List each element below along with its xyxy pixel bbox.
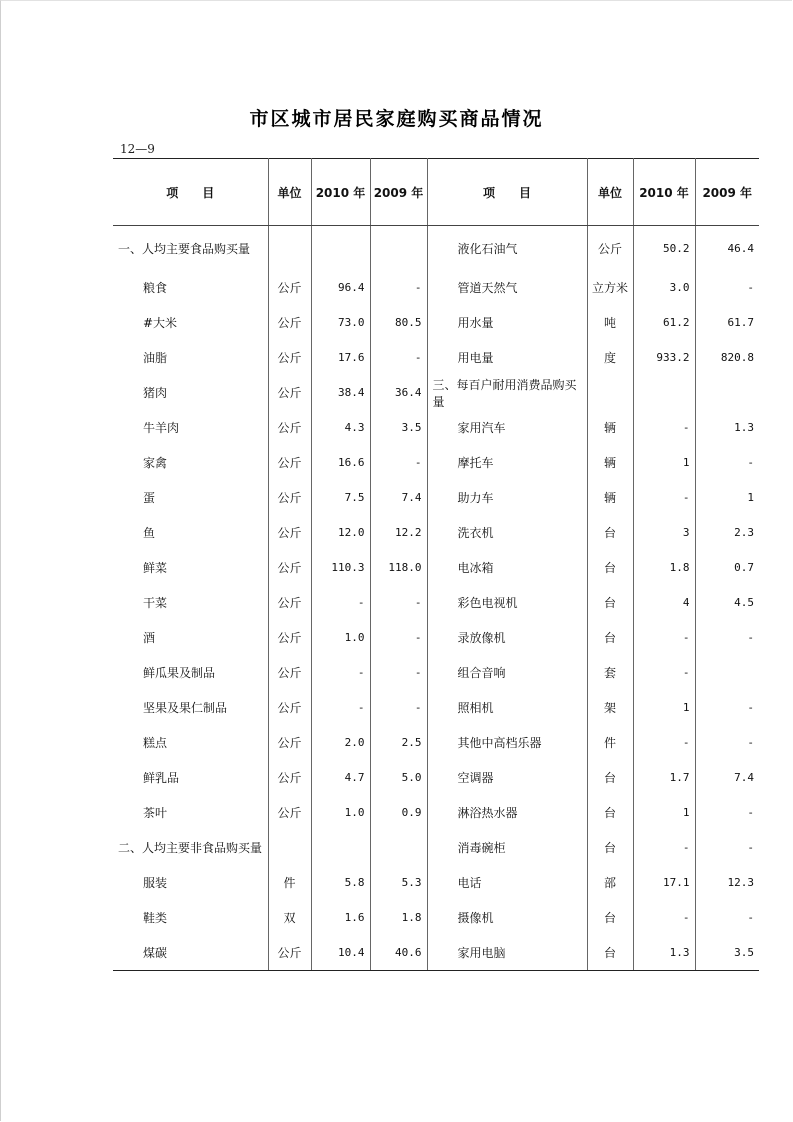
header-2009-right: 2009 年 (695, 159, 759, 226)
item-unit: 公斤 (268, 935, 311, 971)
item-unit-right: 辆 (587, 480, 633, 515)
item-unit: 公斤 (268, 375, 311, 410)
table-row (113, 690, 759, 725)
value-2009-right: 2.3 (734, 526, 754, 539)
value-2010: - (311, 655, 370, 690)
value-2009: 80.5 (370, 305, 427, 340)
item-unit-right: 台 (587, 620, 633, 655)
value-2010: 5.8 (311, 865, 370, 900)
value-2009: 0.9 (370, 795, 427, 830)
value-2009-right: 61.7 (727, 316, 754, 329)
value-2009-right: - (747, 736, 754, 749)
table-row (113, 515, 759, 550)
item-unit: 公斤 (268, 305, 311, 340)
item-unit-right (587, 375, 633, 410)
item-name: 猪肉 (113, 375, 268, 410)
item-name-right: 组合音响 (427, 655, 587, 690)
value-2009: 5.3 (370, 865, 427, 900)
item-unit: 公斤 (268, 515, 311, 550)
value-2009-right: - (747, 806, 754, 819)
item-name: 鲜菜 (113, 550, 268, 585)
item-name-right: 摄像机 (427, 900, 587, 935)
item-unit-right: 台 (587, 795, 633, 830)
header-item-right: 项 目 (427, 159, 587, 226)
value-2010-right: - (633, 620, 695, 655)
header-2010-right: 2010 年 (633, 159, 695, 226)
value-2010-right: 1 (633, 795, 695, 830)
value-2009-right: 1 (747, 491, 754, 504)
value-2009: 2.5 (370, 725, 427, 760)
value-2009: 40.6 (370, 935, 427, 971)
value-2009: 118.0 (370, 550, 427, 585)
item-unit (268, 830, 311, 865)
item-name: 糕点 (113, 725, 268, 760)
value-2009-right: 0.7 (734, 561, 754, 574)
item-name-right: 家用汽车 (427, 410, 587, 445)
value-2009: - (370, 270, 427, 305)
item-name: 干菜 (113, 585, 268, 620)
item-name: 坚果及果仁制品 (113, 690, 268, 725)
value-2009-right (695, 655, 759, 690)
value-2010: 38.4 (311, 375, 370, 410)
item-name: 鲜瓜果及制品 (113, 655, 268, 690)
item-name: 一、人均主要食品购买量 (113, 226, 268, 271)
value-2010-right: - (633, 410, 695, 445)
value-2010 (311, 830, 370, 865)
item-unit-right: 公斤 (587, 226, 633, 271)
item-unit: 件 (268, 865, 311, 900)
item-name-right: 电冰箱 (427, 550, 587, 585)
item-unit-right: 台 (587, 935, 633, 971)
value-2010: 17.6 (311, 340, 370, 375)
value-2009: - (370, 445, 427, 480)
item-unit: 公斤 (268, 725, 311, 760)
value-2009: 12.2 (370, 515, 427, 550)
value-2009-right: 7.4 (734, 771, 754, 784)
table-row (113, 410, 759, 445)
item-unit: 公斤 (268, 585, 311, 620)
item-name: 服装 (113, 865, 268, 900)
item-unit (268, 226, 311, 271)
value-2010: 110.3 (311, 550, 370, 585)
value-2009: 36.4 (370, 375, 427, 410)
header-item: 项 目 (113, 159, 268, 226)
value-2009 (370, 830, 427, 865)
value-2010-right: 1.3 (633, 935, 695, 971)
value-2010-right: 4 (633, 585, 695, 620)
item-name-right: 用水量 (427, 305, 587, 340)
item-name: 蛋 (113, 480, 268, 515)
value-2010: - (311, 690, 370, 725)
item-name: 茶叶 (113, 795, 268, 830)
item-name-right: 彩色电视机 (427, 585, 587, 620)
item-unit: 公斤 (268, 690, 311, 725)
item-name-right: 用电量 (427, 340, 587, 375)
value-2010-right: 1.8 (633, 550, 695, 585)
item-name-right: 液化石油气 (427, 226, 587, 271)
item-unit: 双 (268, 900, 311, 935)
item-unit-right: 件 (587, 725, 633, 760)
value-2010-right: 1 (633, 690, 695, 725)
item-unit: 公斤 (268, 445, 311, 480)
value-2009-right: - (747, 701, 754, 714)
value-2010-right: - (633, 655, 695, 690)
value-2010: 1.0 (311, 620, 370, 655)
statistics-table (113, 158, 759, 971)
table-header-row (113, 159, 759, 226)
item-name-right: 摩托车 (427, 445, 587, 480)
table-row (113, 760, 759, 795)
value-2010: 4.7 (311, 760, 370, 795)
value-2010-right: 1 (633, 445, 695, 480)
value-2009: 1.8 (370, 900, 427, 935)
value-2009-right: 4.5 (734, 596, 754, 609)
table-row (113, 900, 759, 935)
item-unit-right: 台 (587, 760, 633, 795)
header-2010: 2010 年 (311, 159, 370, 226)
item-name: 家禽 (113, 445, 268, 480)
item-name-right: 淋浴热水器 (427, 795, 587, 830)
item-name: 酒 (113, 620, 268, 655)
value-2010-right: - (633, 900, 695, 935)
table-row (113, 865, 759, 900)
item-unit-right: 辆 (587, 410, 633, 445)
value-2009-right: - (747, 911, 754, 924)
item-name: #大米 (113, 305, 268, 340)
item-name-right: 洗衣机 (427, 515, 587, 550)
value-2010-right: 17.1 (633, 865, 695, 900)
item-name-right: 助力车 (427, 480, 587, 515)
item-name: 二、人均主要非食品购买量 (113, 830, 268, 865)
item-name-right: 其他中高档乐器 (427, 725, 587, 760)
table-row (113, 375, 759, 410)
header-2009: 2009 年 (370, 159, 427, 226)
item-name-right: 录放像机 (427, 620, 587, 655)
table-row (113, 305, 759, 340)
table-row (113, 620, 759, 655)
item-name-right: 三、每百户耐用消费品购买量 (427, 375, 587, 410)
value-2010: 4.3 (311, 410, 370, 445)
item-unit-right: 台 (587, 550, 633, 585)
value-2010: 10.4 (311, 935, 370, 971)
item-unit: 公斤 (268, 620, 311, 655)
value-2010-right: 1.7 (633, 760, 695, 795)
table-row (113, 226, 759, 271)
value-2009: - (370, 690, 427, 725)
table-row (113, 830, 759, 865)
item-unit-right: 辆 (587, 445, 633, 480)
item-name: 鱼 (113, 515, 268, 550)
item-unit: 公斤 (268, 760, 311, 795)
item-unit-right: 度 (587, 340, 633, 375)
item-unit: 公斤 (268, 655, 311, 690)
item-name-right: 空调器 (427, 760, 587, 795)
value-2009-right (695, 375, 759, 410)
table-row (113, 655, 759, 690)
page-title: 市区城市居民家庭购买商品情况 (249, 108, 544, 130)
value-2009: 5.0 (370, 760, 427, 795)
item-unit-right: 台 (587, 830, 633, 865)
value-2010-right (633, 375, 695, 410)
value-2009-right: 3.5 (695, 935, 759, 971)
item-unit-right: 立方米 (587, 270, 633, 305)
item-unit-right: 吨 (587, 305, 633, 340)
value-2010-right: 3 (633, 515, 695, 550)
table-code: 12—9 (120, 142, 155, 156)
value-2009-right: - (747, 631, 754, 644)
table-row (113, 550, 759, 585)
item-unit-right: 台 (587, 585, 633, 620)
item-unit: 公斤 (268, 340, 311, 375)
table-row (113, 445, 759, 480)
item-unit-right: 部 (587, 865, 633, 900)
item-unit: 公斤 (268, 480, 311, 515)
value-2010: 96.4 (311, 270, 370, 305)
value-2010-right: - (633, 725, 695, 760)
value-2010-right: 3.0 (633, 270, 695, 305)
value-2009: - (370, 585, 427, 620)
table-row (113, 480, 759, 515)
value-2009-right: 46.4 (727, 241, 754, 255)
table-row (113, 340, 759, 375)
value-2010: 12.0 (311, 515, 370, 550)
value-2010: 1.6 (311, 900, 370, 935)
item-name: 粮食 (113, 270, 268, 305)
item-name-right: 消毒碗柜 (427, 830, 587, 865)
table-row (113, 795, 759, 830)
item-name: 油脂 (113, 340, 268, 375)
item-unit-right: 台 (587, 515, 633, 550)
item-unit: 公斤 (268, 410, 311, 445)
value-2009-right: 1.3 (734, 421, 754, 434)
value-2009-right: - (747, 281, 754, 294)
item-name: 鞋类 (113, 900, 268, 935)
value-2009 (370, 226, 427, 271)
value-2010 (311, 226, 370, 271)
table-row (113, 725, 759, 760)
value-2010-right: 933.2 (633, 340, 695, 375)
value-2010-right: 50.2 (633, 226, 695, 271)
item-name-right: 电话 (427, 865, 587, 900)
value-2009-right: 12.3 (727, 876, 754, 889)
value-2009: 7.4 (370, 480, 427, 515)
item-unit: 公斤 (268, 270, 311, 305)
value-2010: 16.6 (311, 445, 370, 480)
value-2009: - (370, 340, 427, 375)
value-2010: 7.5 (311, 480, 370, 515)
table-row (113, 585, 759, 620)
value-2010-right: - (633, 480, 695, 515)
header-unit-right: 单位 (587, 159, 633, 226)
value-2009-right: - (747, 841, 754, 854)
value-2009: 3.5 (370, 410, 427, 445)
value-2010: 1.0 (311, 795, 370, 830)
value-2009: - (370, 620, 427, 655)
item-unit: 公斤 (268, 795, 311, 830)
table-row (113, 270, 759, 305)
item-unit-right: 架 (587, 690, 633, 725)
item-name-right: 照相机 (427, 690, 587, 725)
item-unit-right: 套 (587, 655, 633, 690)
value-2009-right: - (747, 456, 754, 469)
header-unit: 单位 (268, 159, 311, 226)
item-name-right: 管道天然气 (427, 270, 587, 305)
value-2010-right: - (633, 830, 695, 865)
item-unit-right: 台 (587, 900, 633, 935)
value-2010: - (311, 585, 370, 620)
value-2010-right: 61.2 (633, 305, 695, 340)
item-name-right: 家用电脑 (427, 935, 587, 971)
table-row (113, 935, 759, 971)
value-2010: 73.0 (311, 305, 370, 340)
item-unit: 公斤 (268, 550, 311, 585)
value-2010: 2.0 (311, 725, 370, 760)
item-name: 鲜乳品 (113, 760, 268, 795)
value-2009: - (370, 655, 427, 690)
item-name: 牛羊肉 (113, 410, 268, 445)
item-name: 煤碳 (113, 935, 268, 971)
value-2009-right: 820.8 (720, 351, 754, 364)
